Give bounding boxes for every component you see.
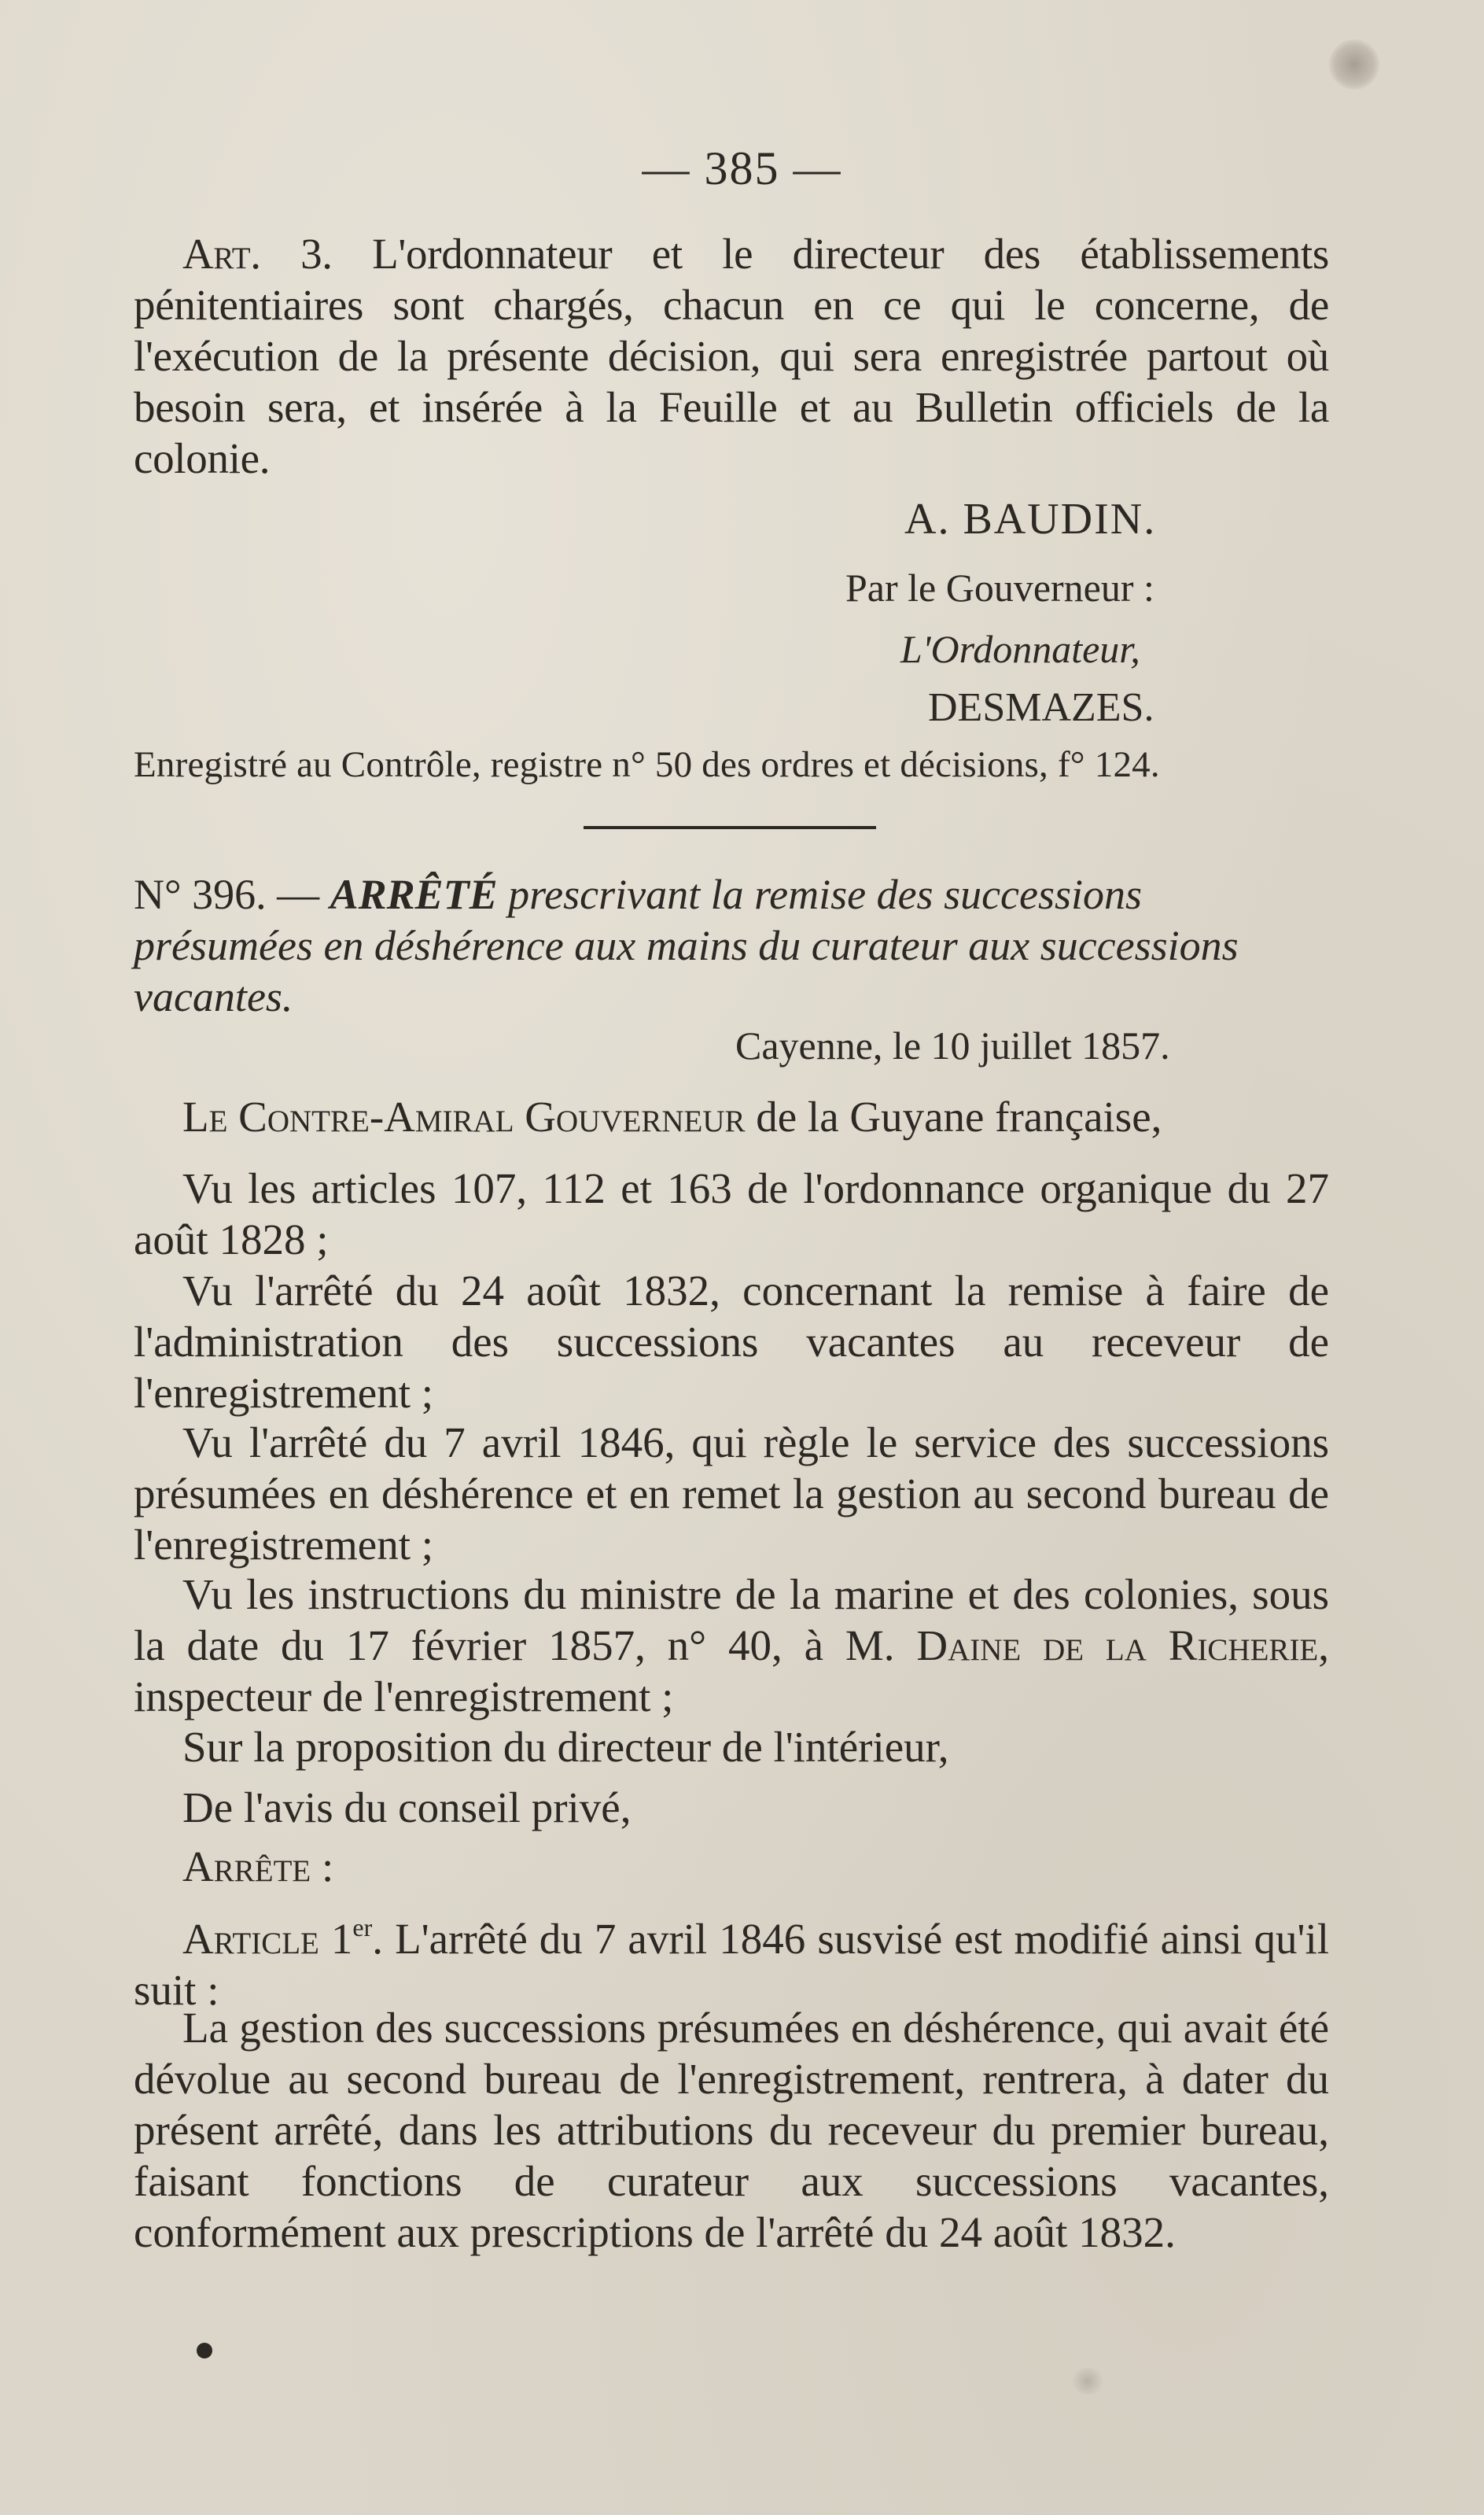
article-1-text: L'arrêté du 7 avril 1846 susvisé est modifié ainsi qu'il suit : — [134, 1915, 1330, 2014]
article-1: Article 1er. L'arrêté du 7 avril 1846 susvisé est modifié ainsi qu'il suit : — [134, 1913, 1330, 2014]
decides: Arrête : — [182, 1842, 334, 1890]
section-divider — [584, 826, 876, 829]
signature-role: L'Ordonnateur, — [900, 627, 1140, 671]
decree-heading — [134, 869, 1329, 1023]
article-3-text: L'ordonnateur et le directeur des établissements pénitentiaires sont chargés, chacun en ce qui le concerne, de l'exécution de la présente décision, qui sera enregistrée partout où besoin sera, et insérée à la Feuille et au Bulletin officiels de la colonie. — [134, 230, 1329, 482]
article-3 — [134, 228, 1329, 484]
decree-title-bold: ARRÊTÉ — [330, 871, 498, 918]
proposal: Sur la proposition du directeur de l'intérieur, — [182, 1723, 949, 1771]
authority-rest: de la Guyane française, — [756, 1093, 1162, 1141]
preamble — [134, 1091, 1329, 1142]
advice: De l'avis du conseil privé, — [182, 1783, 632, 1831]
paper-stain — [1329, 39, 1379, 90]
article-1-label: Article — [182, 1915, 319, 1963]
signature-name: A. BAUDIN. — [904, 495, 1157, 544]
consideration-1: Vu les articles 107, 112 et 163 de l'ordonnance organique du 27 août 1828 ; — [134, 1164, 1329, 1263]
ink-dot — [197, 2343, 212, 2358]
decree-date: Cayenne, le 10 juillet 1857. — [735, 1023, 1170, 1068]
consideration-2: Vu l'arrêté du 24 août 1832, concernant la remise à faire de l'administration des successions vacantes au receveur de l'enregistrement ; — [134, 1267, 1329, 1417]
article-1-superscript: er — [352, 1913, 373, 1942]
instructions-after: , inspecteur de l'enregistrement ; — [134, 1621, 1330, 1720]
registration-note: Enregistré au Contrôle, registre n° 50 des ordres et décisions, f° 124. — [134, 744, 1160, 785]
decree-title-rest: prescrivant la remise des successions présumées en déshérence aux mains du curateur aux successions vacantes. — [134, 871, 1239, 1020]
consideration-3: Vu l'arrêté du 7 avril 1846, qui règle le service des successions présumées en déshérence et en remet la gestion au second bureau de l'enregistrement ; — [134, 1418, 1329, 1569]
inspector-name: Daine de la Richerie — [916, 1621, 1319, 1669]
countersignature: DESMAZES. — [928, 685, 1154, 730]
signature-by-label: Par le Gouverneur : — [845, 566, 1154, 610]
instructions-consideration — [134, 1569, 1329, 1722]
authority: Le Contre-Amiral Gouverneur — [182, 1093, 746, 1141]
page-number: — 385 — — [642, 142, 842, 194]
article-1-number: 1 — [330, 1915, 353, 1963]
instructions-before: Vu les instructions du ministre de la marine et des colonies, sous la date du 17 février 1857, n° 40, à M. — [134, 1570, 1329, 1669]
article-3-label: Art. 3. — [182, 230, 333, 278]
article-1-body: La gestion des successions présumées en déshérence, qui avait été dévolue au second bureau de l'enregistrement, rentrera, à dater du présent arrêté, dans les attributions du receveur du premier bureau, faisant fonctions de curateur aux successions vacantes, conformément aux prescriptions de l'arrêté du 24 août 1832. — [134, 2004, 1329, 2256]
decree-number: N° 396. — — [134, 871, 320, 918]
paper-stain — [1070, 2368, 1106, 2395]
